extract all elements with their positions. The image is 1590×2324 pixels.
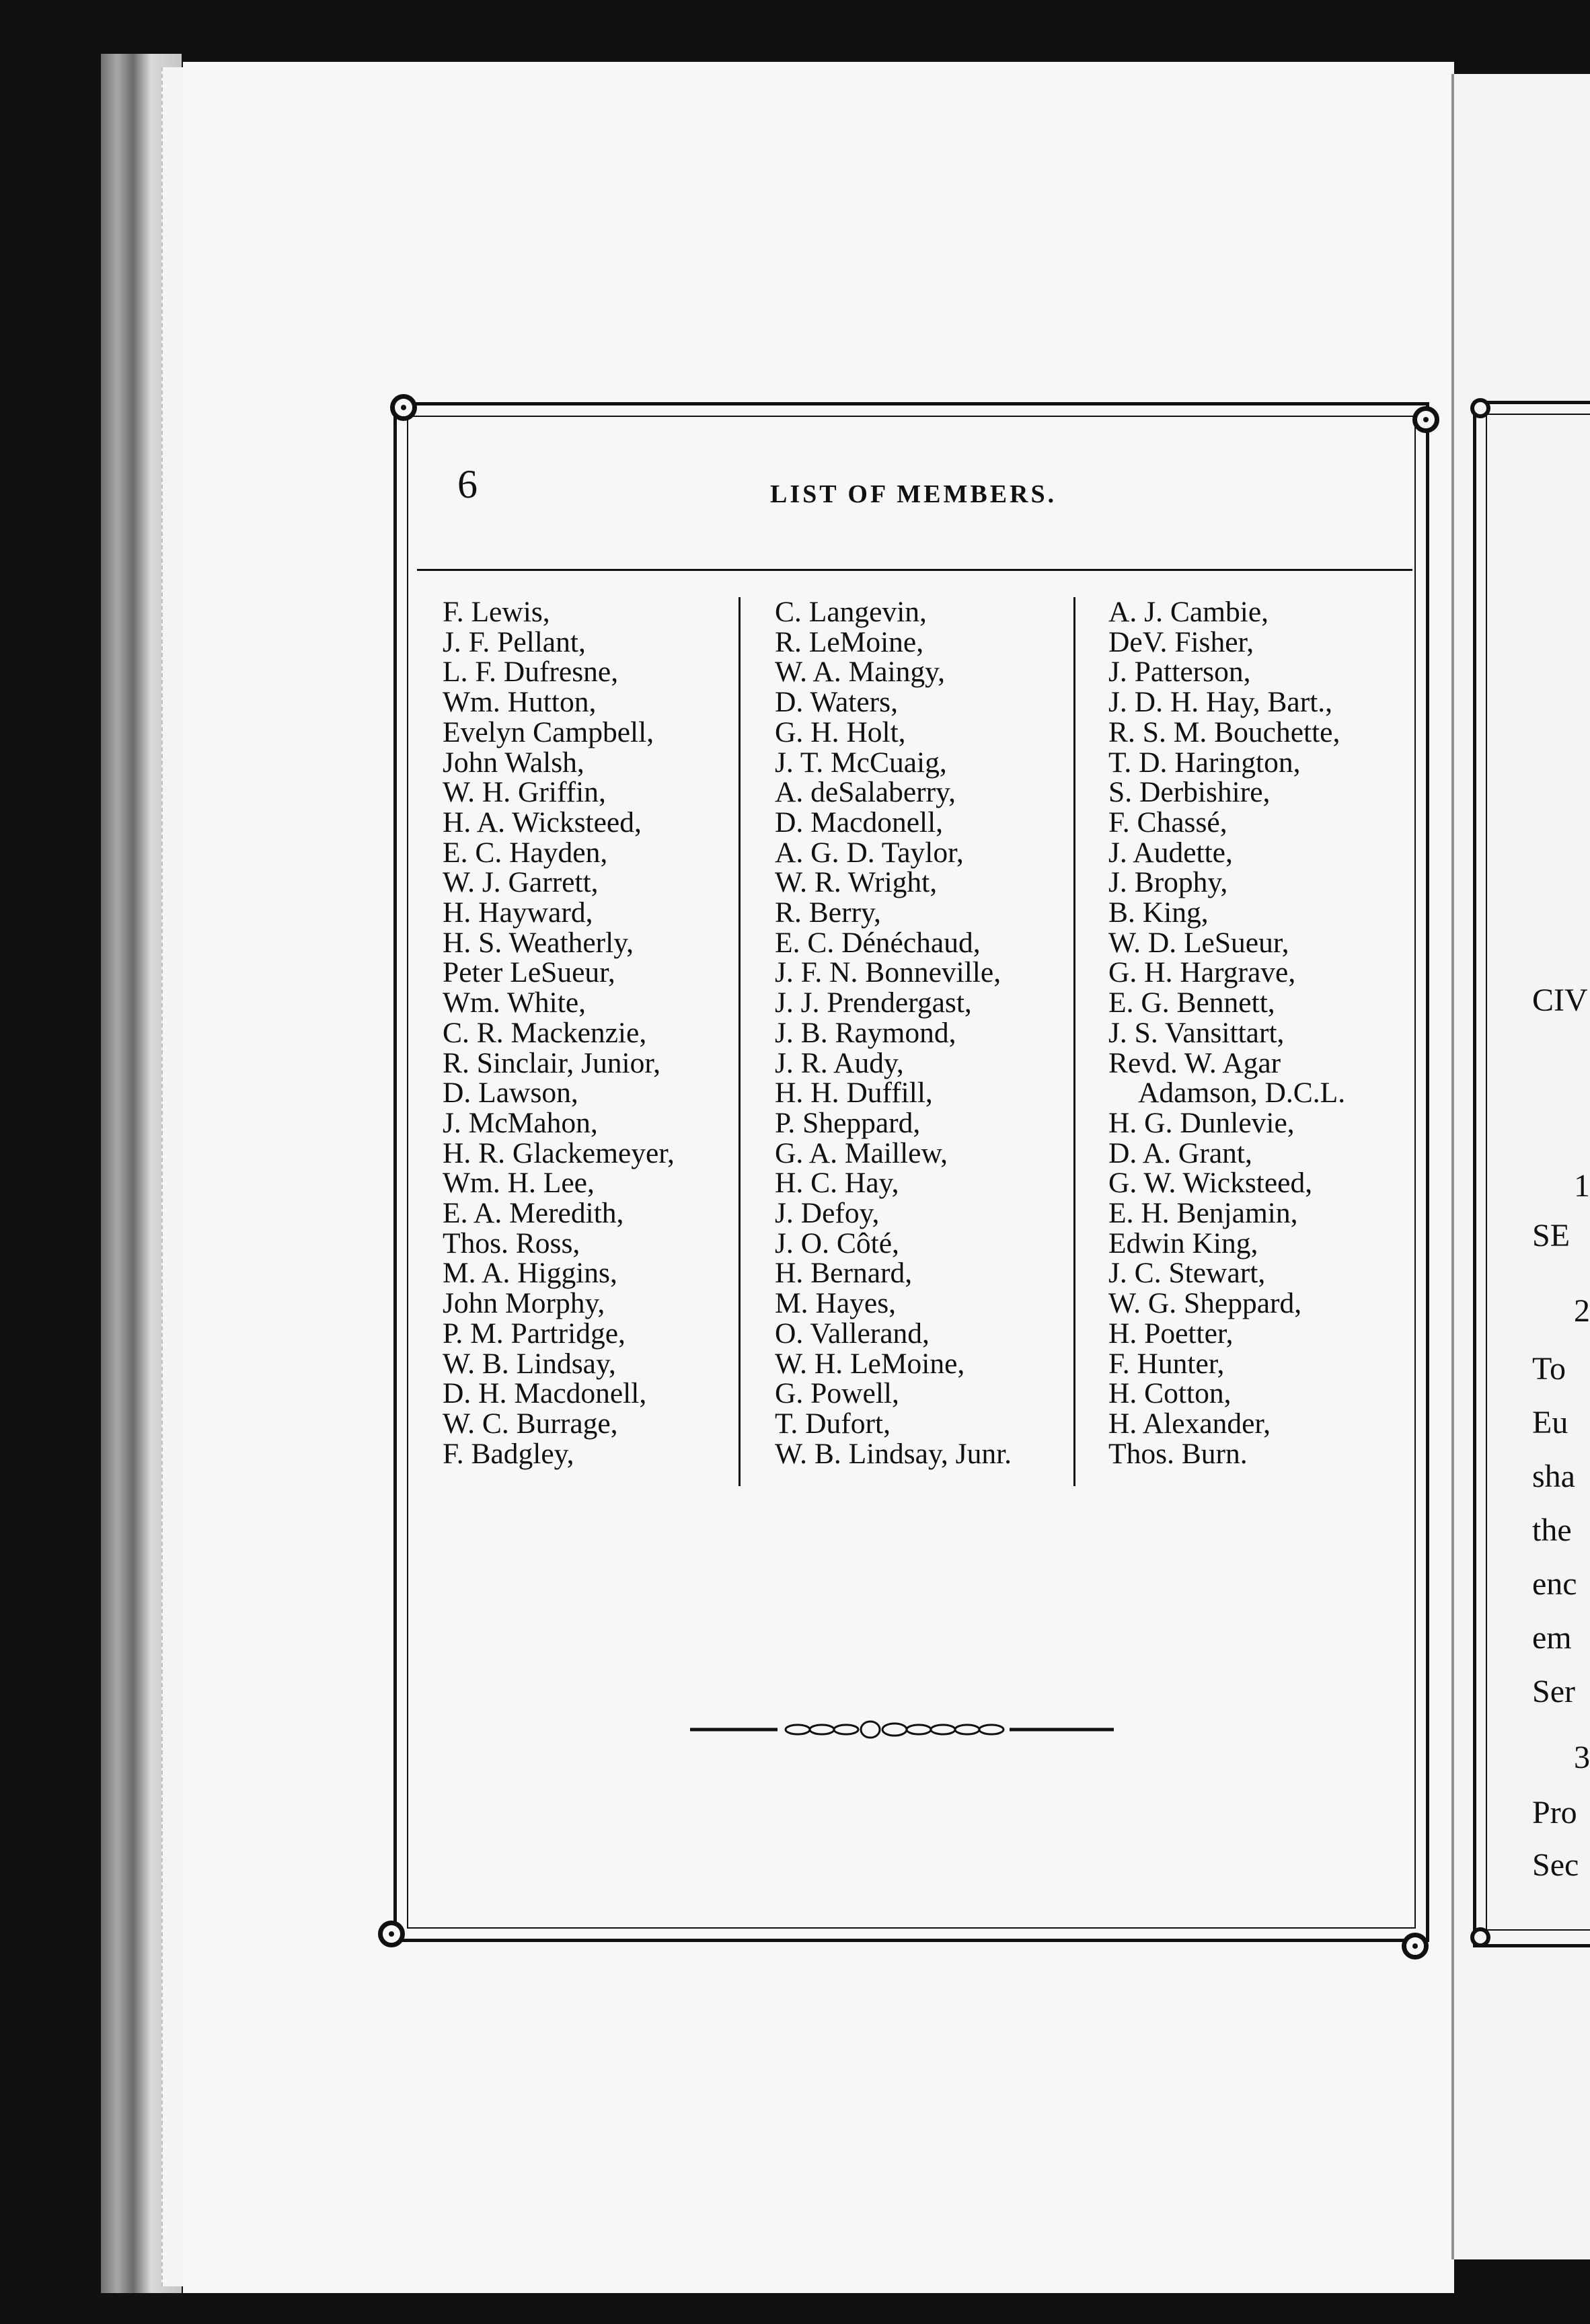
member-column-3 [1108,597,1345,1469]
member-name: D. Waters, [775,686,898,719]
member-name: E. H. Benjamin, [1108,1197,1298,1230]
member-name: J. J. Prendergast, [775,986,972,1019]
member-name: W. B. Lindsay, [443,1347,616,1380]
member-name: John Morphy, [443,1287,605,1320]
adjacent-page-fragment: To [1532,1351,1566,1387]
member-name: L. F. Dufresne, [443,656,619,689]
adjacent-page-border [1473,401,1590,1947]
member-name: E. G. Bennett, [1108,986,1275,1019]
member-name: M. A. Higgins, [443,1257,617,1290]
member-name: G. H. Holt, [775,715,906,748]
adjacent-page-fragment: em [1532,1620,1572,1656]
member-name: Wm. Hutton, [443,686,597,719]
corner-ornament-top-left [390,394,417,421]
member-name: D. Macdonell, [775,806,944,839]
member-name: H. S. Weatherly, [443,926,634,959]
member-name: Evelyn Campbell, [443,715,654,748]
member-name: J. F. N. Bonneville, [775,956,1001,989]
member-name: J. Brophy, [1108,866,1228,899]
member-name: W. R. Wright, [775,866,938,899]
member-name: G. A. Maillew, [775,1136,948,1169]
member-name: D. Lawson, [443,1077,578,1110]
member-name: B. King, [1108,896,1209,929]
member-name: F. Hunter, [1108,1347,1225,1380]
adjacent-page-fragment: Ser [1532,1674,1575,1709]
member-name: H. Hayward, [443,896,593,929]
page-title: LIST OF MEMBERS. [770,480,1057,508]
member-name: H. C. Hay, [775,1167,899,1200]
member-name: G. W. Wicksteed, [1108,1167,1313,1200]
member-name: T. Dufort, [775,1407,891,1440]
member-name: Peter LeSueur, [443,956,615,989]
member-name: Wm. H. Lee, [443,1167,595,1200]
member-column-2 [775,597,1012,1469]
member-name: J. T. McCuaig, [775,746,947,779]
member-name: J. D. H. Hay, Bart., [1108,686,1333,719]
member-name: A. G. D. Taylor, [775,836,964,869]
member-name: W. D. LeSueur, [1108,926,1289,959]
member-name: C. Langevin, [775,596,927,628]
member-name: G. H. Hargrave, [1108,956,1296,989]
adjacent-page-fragment: enc [1532,1566,1577,1602]
member-name: E. C. Hayden, [443,836,608,869]
adjacent-page-fragment: 1 [1574,1168,1590,1204]
column-divider [739,597,741,1486]
member-name: S. Derbishire, [1108,776,1271,809]
member-name: H. Alexander, [1108,1407,1271,1440]
member-name: Edwin King, [1108,1227,1258,1260]
member-name: H. H. Duffill, [775,1077,933,1110]
member-name: W. H. LeMoine, [775,1347,965,1380]
adjacent-corner-ornament [1470,398,1490,418]
adjacent-page-fragment: the [1532,1512,1572,1548]
member-name: Wm. White, [443,986,586,1019]
member-name: R. Sinclair, Junior, [443,1046,660,1079]
adjacent-page-fragment: Sec [1532,1847,1579,1883]
member-name: J. S. Vansittart, [1108,1016,1285,1049]
member-name: P. Sheppard, [775,1106,921,1139]
member-name: O. Vallerand, [775,1317,930,1350]
member-name: R. S. M. Bouchette, [1108,715,1340,748]
member-name: R. Berry, [775,896,881,929]
member-name: J. F. Pellant, [443,625,586,658]
corner-ornament-bottom-right [1402,1933,1429,1960]
member-name: John Walsh, [443,746,584,779]
member-name: M. Hayes, [775,1287,897,1320]
member-name: D. A. Grant, [1108,1136,1252,1169]
member-name: W. J. Garrett, [443,866,599,899]
adjacent-page-fragment: 2 [1574,1293,1590,1329]
member-name: W. C. Burrage, [443,1407,618,1440]
member-name: A. J. Cambie, [1108,596,1269,628]
header-rule [417,569,1412,571]
member-name: F. Chassé, [1108,806,1227,839]
decorative-rule-ornament [690,1717,1121,1742]
member-name: E. A. Meredith, [443,1197,624,1230]
member-name: W. G. Sheppard, [1108,1287,1302,1320]
member-name: W. H. Griffin, [443,776,606,809]
member-name: A. deSalaberry, [775,776,956,809]
member-name: Thos. Ross, [443,1227,580,1260]
adjacent-page-fragment: Pro [1532,1795,1577,1830]
member-name: H. R. Glackemeyer, [443,1136,675,1169]
member-name: R. LeMoine, [775,625,924,658]
member-name: J. Defoy, [775,1197,880,1230]
member-name: J. O. Côté, [775,1227,899,1260]
member-name: F. Badgley, [443,1437,574,1470]
member-name: DeV. Fisher, [1108,625,1254,658]
adjacent-page-fragment: CIV [1532,982,1588,1018]
member-name: J. Audette, [1108,836,1233,869]
member-name: Revd. W. Agar [1108,1046,1281,1079]
member-name: G. Powell, [775,1377,899,1410]
member-name: C. R. Mackenzie, [443,1016,647,1049]
member-name: J. McMahon, [443,1106,598,1139]
member-name: J. Patterson, [1108,656,1251,689]
column-divider [1073,597,1075,1486]
member-name: J. R. Audy, [775,1046,904,1079]
corner-ornament-top-right [1412,406,1439,433]
adjacent-page-fragment: sha [1532,1459,1575,1494]
member-name: D. H. Macdonell, [443,1377,647,1410]
adjacent-corner-ornament [1470,1927,1490,1947]
member-name: E. C. Dénéchaud, [775,926,981,959]
member-name: H. Cotton, [1108,1377,1232,1410]
member-name: J. B. Raymond, [775,1016,956,1049]
member-name: W. A. Maingy, [775,656,945,689]
member-name: Thos. Burn. [1108,1437,1248,1470]
adjacent-page-fragment: SE [1532,1218,1570,1253]
member-name: W. B. Lindsay, Junr. [775,1437,1012,1470]
member-name: J. C. Stewart, [1108,1257,1266,1290]
member-name: P. M. Partridge, [443,1317,626,1350]
adjacent-page-fragment: 3 [1574,1740,1590,1775]
corner-ornament-bottom-left [378,1921,405,1947]
member-column-1 [443,597,675,1469]
member-name: T. D. Harington, [1108,746,1301,779]
member-name: F. Lewis, [443,596,550,628]
page-number: 6 [457,462,478,506]
member-name: H. G. Dunlevie, [1108,1106,1295,1139]
member-name: H. A. Wicksteed, [443,806,642,839]
member-name: H. Bernard, [775,1257,913,1290]
member-name: H. Poetter, [1108,1317,1234,1350]
adjacent-page-fragment: Eu [1532,1405,1568,1440]
member-name: Adamson, D.C.L. [1138,1077,1346,1110]
